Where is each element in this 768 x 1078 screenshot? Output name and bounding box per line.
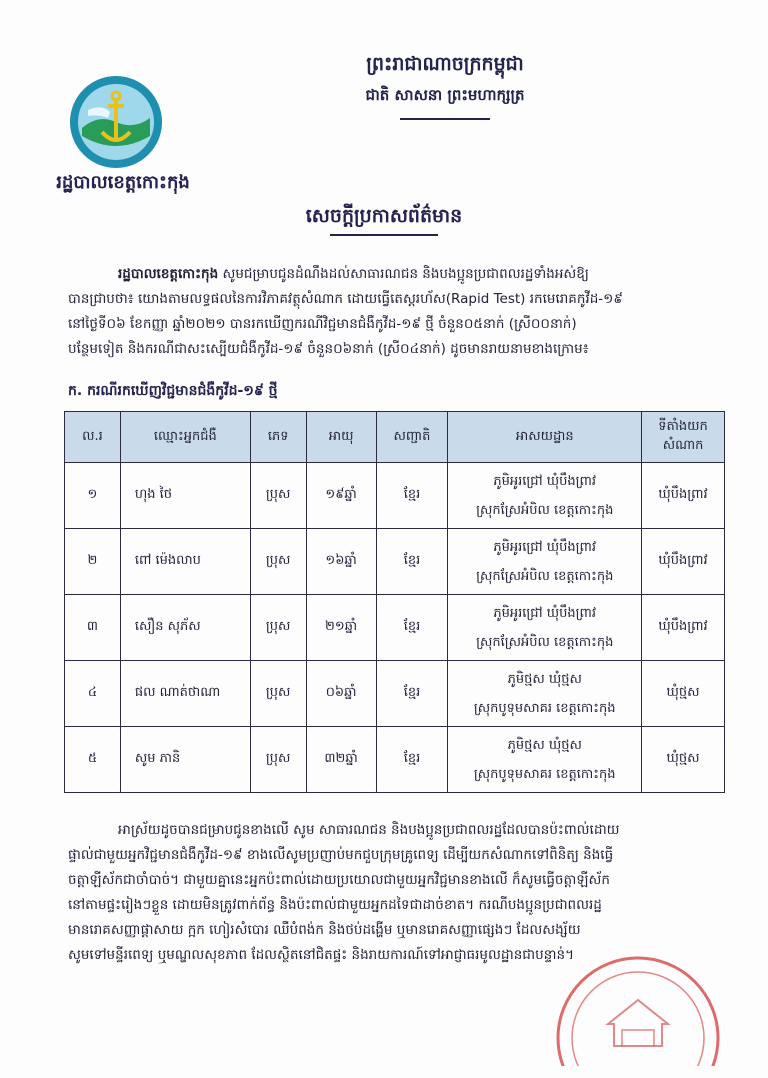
- header-address: អាសយដ្ឋាន: [448, 412, 642, 463]
- intro-line-2: បានជ្រាបថា៖ យោងតាមលទ្ធផលនៃការវិភាគវត្ថុសំណាក ដោយធ្វើតេស្តរហ័ស(Rapid Test) រកមេរោគកូវីដ-១៩: [68, 291, 623, 307]
- header-sample-line-1: ទីតាំងយក: [658, 419, 708, 434]
- cell-sex: ប្រុស: [250, 463, 306, 529]
- organization-name: រដ្ឋបាលខេត្តកោះកុង: [56, 172, 190, 193]
- address-line-2: ស្រុកស្រែអំបិល ខេត្តកោះកុង: [476, 634, 614, 650]
- cell-age: ១៩ឆ្នាំ: [306, 463, 376, 529]
- cell-sample-site: ឃុំបឹងព្រាវ: [642, 529, 725, 595]
- closing-line-1: អាស្រ័យដូចបានជម្រាបជូនខាងលើ សូម សាធារណជន និងបងប្អូនប្រជាពលរដ្ឋដែលបានប៉ះពាល់ដោយ: [118, 822, 620, 838]
- cell-age: ១៦ឆ្នាំ: [306, 529, 376, 595]
- address-line-2: ស្រុកស្រែអំបិល ខេត្តកោះកុង: [476, 502, 614, 518]
- official-seal: [552, 946, 724, 1066]
- address-line-1: ភូមិអូរជ្រៅ ឃុំបឹងព្រាវ: [493, 473, 597, 489]
- address-line-1: ភូមិអូរជ្រៅ ឃុំបឹងព្រាវ: [493, 539, 597, 555]
- intro-paragraph: [68, 262, 718, 362]
- section-heading: ក. ករណីរកឃើញវិជ្ជមានជំងឺកូវីដ-១៩ ថ្មី: [68, 383, 278, 399]
- cell-nationality: ខ្មែរ: [376, 595, 448, 661]
- table-header-row: [65, 412, 725, 463]
- cell-sex: ប្រុស: [250, 529, 306, 595]
- closing-line-5: មានរោគសញ្ញាផ្តាសាយ ក្អក ហៀរសំបោរ ឈឺបំពង់ក និងថប់ដង្ហើម ឬមានរោគសញ្ញាផ្សេងៗ ដែលសង្ស័យ: [68, 922, 581, 938]
- kingdom-title: ព្រះរាជាណាចក្រកម្ពុជា: [366, 53, 524, 75]
- header-age: អាយុ: [306, 412, 376, 463]
- cell-sex: ប្រុស: [250, 727, 306, 793]
- cell-sample-site: ឃុំបឹងព្រាវ: [642, 595, 725, 661]
- table-row: [65, 727, 725, 793]
- cell-age: ០៦ឆ្នាំ: [306, 661, 376, 727]
- address-line-2: ស្រុកបូទុមសាគរ ខេត្តកោះកុង: [473, 700, 616, 716]
- cell-name: សឿន សុភ័ស: [120, 595, 250, 661]
- cell-nationality: ខ្មែរ: [376, 661, 448, 727]
- cell-sample-site: ឃុំថ្មស: [642, 661, 725, 727]
- table-row: [65, 463, 725, 529]
- cell-address: [448, 463, 642, 529]
- cell-sample-site: ឃុំបឹងព្រាវ: [642, 463, 725, 529]
- address-line-1: ភូមិថ្មស ឃុំថ្មស: [507, 737, 582, 753]
- provincial-logo: [68, 74, 164, 170]
- address-line-1: ភូមិថ្មស ឃុំថ្មស: [507, 671, 582, 687]
- table-row: [65, 661, 725, 727]
- intro-line-1: សូមជម្រាបជូនដំណឹងដល់សាធារណជន និងបងប្អូនប្រជាពលរដ្ឋទាំងអស់ឱ្យ: [218, 266, 589, 282]
- header-no: ល.រ: [65, 412, 121, 463]
- cell-address: [448, 529, 642, 595]
- address-line-1: ភូមិអូរជ្រៅ ឃុំបឹងព្រាវ: [493, 605, 597, 621]
- closing-line-3: ចត្តាឡីស័កជាចាំបាច់។ ជាមួយគ្នានេះអ្នកប៉ះពាល់ដោយប្រយោលជាមួយអ្នកវិជ្ជមានខាងលើ ក៏សូមធ្វើចត្តាឡីស័ក: [68, 872, 610, 888]
- cell-name: ពៅ ម៉េងលាប: [120, 529, 250, 595]
- cell-name: ផល ណាត់ថាណា: [120, 661, 250, 727]
- intro-lead: រដ្ឋបាលខេត្តកោះកុង: [118, 266, 219, 282]
- cell-address: [448, 727, 642, 793]
- cell-sex: ប្រុស: [250, 595, 306, 661]
- header-name: ឈ្មោះអ្នកជំងឺ: [120, 412, 250, 463]
- cell-no: ១: [65, 463, 121, 529]
- intro-line-4: បន្ថែមទៀត និងករណីជាសះស្បើយជំងឺកូវីដ-១៩ ចំនួន០៦នាក់ (ស្រី០៤នាក់) ដូចមានរាយនាមខាងក្រោម៖: [68, 341, 589, 357]
- cell-address: [448, 661, 642, 727]
- cell-no: ៥: [65, 727, 121, 793]
- cases-table: [64, 411, 725, 793]
- header-sample-line-2: សំណាក: [662, 438, 704, 453]
- cell-no: ៣: [65, 595, 121, 661]
- address-line-2: ស្រុកស្រែអំបិល ខេត្តកោះកុង: [476, 568, 614, 584]
- cell-no: ២: [65, 529, 121, 595]
- cell-address: [448, 595, 642, 661]
- cell-nationality: ខ្មែរ: [376, 463, 448, 529]
- closing-line-2: ផ្ទាល់ជាមួយអ្នកវិជ្ជមានជំងឺកូវីដ-១៩ ខាងលើសូមប្រញាប់មកជួបក្រុមគ្រូពេទ្យ ដើម្បីយកសំណាកទៅពិនិត្យ និងធ្វើ: [68, 847, 614, 863]
- national-motto: ជាតិ សាសនា ព្រះមហាក្សត្រ: [365, 86, 525, 104]
- cell-age: ២១ឆ្នាំ: [306, 595, 376, 661]
- header-sample-site: [642, 412, 725, 463]
- motto-divider: [400, 118, 490, 120]
- closing-line-4: នៅតាមផ្ទះរៀងៗខ្លួន ដោយមិនត្រូវពាក់ព័ន្ធ និងប៉ះពាល់ជាមួយអ្នកដទៃជាដាច់ខាត។ ករណីបងប្អូនប្រជាពលរដ្ឋ: [68, 897, 602, 913]
- table-row: [65, 595, 725, 661]
- cell-sample-site: ឃុំថ្មស: [642, 727, 725, 793]
- table-row: [65, 529, 725, 595]
- header-nationality: សញ្ជាតិ: [376, 412, 448, 463]
- cell-name: សូម ភានិ: [120, 727, 250, 793]
- title-divider: [330, 234, 438, 236]
- cell-name: ហុង ថៃ: [120, 463, 250, 529]
- cell-age: ៣២ឆ្នាំ: [306, 727, 376, 793]
- cell-nationality: ខ្មែរ: [376, 529, 448, 595]
- cell-nationality: ខ្មែរ: [376, 727, 448, 793]
- address-line-2: ស្រុកបូទុមសាគរ ខេត្តកោះកុង: [473, 766, 616, 782]
- document-title: សេចក្តីប្រកាសព័ត៌មាន: [305, 205, 463, 227]
- closing-line-6: សូមទៅមន្ទីរពេទ្យ ឬមណ្ឌលសុខភាព ដែលស្ថិតនៅជិតផ្ទះ និងរាយការណ៍ទៅអាជ្ញាធរមូលដ្ឋានជាបន្ទាន់។: [68, 947, 575, 963]
- cell-sex: ប្រុស: [250, 661, 306, 727]
- header-sex: ភេទ: [250, 412, 306, 463]
- cell-no: ៤: [65, 661, 121, 727]
- intro-line-3: នៅថ្ងៃទី០៦ ខែកញ្ញា ឆ្នាំ២០២១ បានរកឃើញករណីវិជ្ជមានជំងឺកូវីដ-១៩ ថ្មី ចំនួន០៥នាក់ (ស្រី០០នាក់): [68, 316, 577, 332]
